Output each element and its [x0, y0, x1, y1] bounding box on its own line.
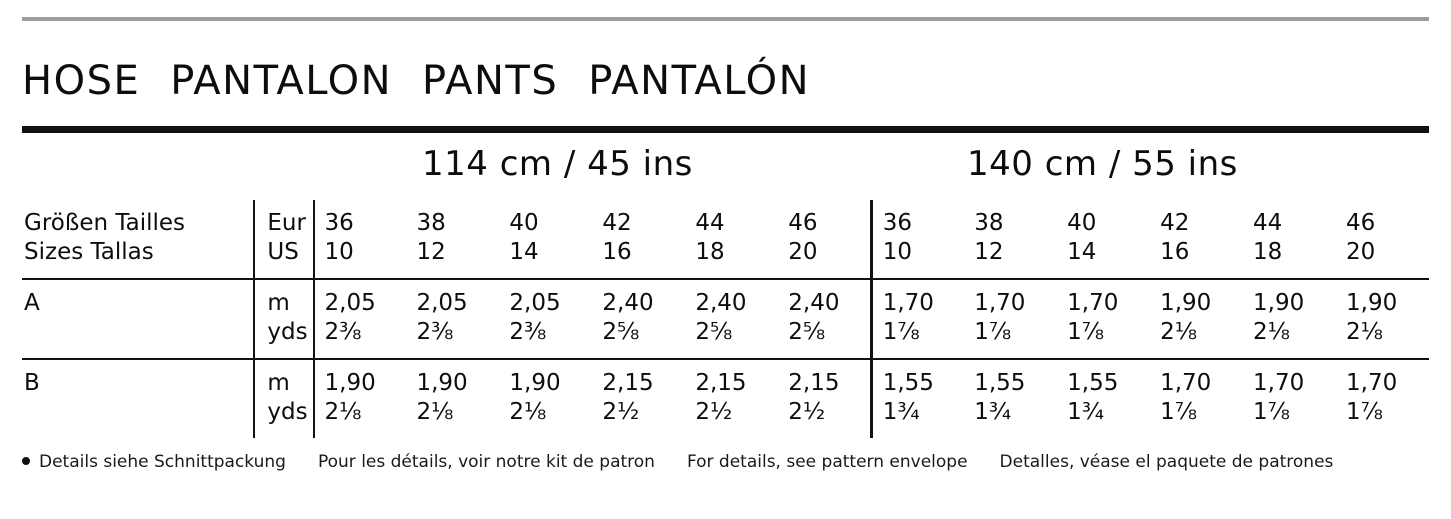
a-140-yds-3: 1⅞	[1067, 319, 1105, 346]
us-size-114-4: 16	[602, 239, 632, 266]
unit-yds-b: yds	[254, 398, 313, 437]
a-114-yds-4: 2⅝	[602, 319, 640, 346]
a-114-yds-5: 2⅝	[695, 319, 733, 346]
a-140-yds-2: 1⅞	[974, 319, 1012, 346]
size-label-line2: Sizes Tallas	[24, 239, 154, 266]
view-label-b: B	[22, 359, 254, 398]
a-140-m-3: 1,70	[1057, 279, 1150, 318]
top-divider	[22, 17, 1429, 21]
eur-size-114-1: 36	[314, 200, 407, 238]
b-114-yds-1: 2⅛	[314, 398, 407, 437]
b-140-yds-2: 1¾	[974, 399, 1012, 426]
a-114-m-1: 2,05	[314, 279, 407, 318]
us-size-114-1: 10	[314, 238, 407, 278]
a-140-yds-5: 2⅛	[1253, 319, 1290, 346]
b-140-yds-6: 1⅞	[1346, 399, 1383, 426]
b-140-m-6: 1,70	[1336, 359, 1429, 398]
us-size-114-2: 12	[416, 239, 446, 266]
b-114-m-3: 1,90	[499, 359, 592, 398]
yardage-table	[22, 200, 1429, 438]
b-114-m-5: 2,15	[685, 359, 778, 398]
unit-m-a: m	[254, 279, 313, 318]
us-size-140-2: 12	[974, 239, 1004, 266]
a-114-yds-1: 2⅜	[314, 318, 407, 358]
a-140-m-4: 1,90	[1150, 279, 1243, 318]
title-word-en: PANTS	[422, 58, 559, 104]
size-unit-us: US	[254, 238, 313, 278]
us-size-114-3: 14	[509, 239, 539, 266]
b-140-yds-4: 1⅞	[1160, 399, 1198, 426]
view-label-b-spacer	[22, 398, 254, 437]
title-word-fr: PANTALON	[170, 58, 393, 104]
fabric-width-140: 140 cm / 55 ins	[967, 144, 1238, 184]
unit-m-b: m	[254, 359, 313, 398]
a-140-m-1: 1,70	[871, 279, 964, 318]
us-size-114-5: 18	[695, 239, 725, 266]
a-114-m-4: 2,40	[592, 279, 685, 318]
a-114-m-2: 2,05	[406, 279, 499, 318]
table-row	[22, 238, 1429, 278]
us-size-140-4: 16	[1160, 239, 1190, 266]
eur-size-140-1: 36	[871, 200, 964, 238]
b-140-yds-1: 1¾	[871, 398, 964, 437]
size-label-line1: Größen Tailles	[24, 210, 186, 236]
b-140-m-3: 1,55	[1057, 359, 1150, 398]
eur-size-114-5: 44	[695, 210, 725, 236]
title-word-es: PANTALÓN	[588, 58, 811, 104]
bullet-icon	[22, 457, 30, 465]
a-114-m-5: 2,40	[685, 279, 778, 318]
a-140-m-5: 1,90	[1243, 279, 1336, 318]
footnote-de: Details siehe Schnittpackung	[39, 452, 286, 472]
b-114-yds-5: 2½	[695, 399, 733, 426]
footnote-fr: Pour les détails, voir notre kit de patron	[317, 452, 655, 472]
a-114-yds-6: 2⅝	[788, 319, 826, 346]
size-unit-eur: Eur	[254, 200, 313, 238]
footnote-es: Detalles, véase el paquete de patrones	[999, 452, 1334, 472]
table-row	[22, 359, 1429, 398]
eur-size-140-5: 44	[1253, 210, 1283, 236]
b-140-yds-3: 1¾	[1067, 399, 1105, 426]
fabric-width-headers	[22, 144, 1429, 196]
view-label-a: A	[22, 279, 254, 318]
a-140-yds-4: 2⅛	[1160, 319, 1198, 346]
b-114-yds-3: 2⅛	[509, 399, 547, 426]
eur-size-140-2: 38	[974, 210, 1004, 236]
a-114-yds-2: 2⅜	[416, 319, 454, 346]
b-140-m-4: 1,70	[1150, 359, 1243, 398]
footnote-en: For details, see pattern envelope	[686, 452, 968, 472]
b-140-m-2: 1,55	[964, 359, 1057, 398]
eur-size-140-6: 46	[1346, 210, 1376, 236]
us-size-140-5: 18	[1253, 239, 1283, 266]
table-row	[22, 200, 1429, 238]
table-row	[22, 279, 1429, 318]
eur-size-140-4: 42	[1160, 210, 1190, 236]
eur-size-114-6: 46	[788, 210, 818, 236]
fabric-width-114: 114 cm / 45 ins	[422, 144, 693, 184]
a-140-m-2: 1,70	[964, 279, 1057, 318]
footnote	[22, 450, 1432, 476]
b-114-m-4: 2,15	[592, 359, 685, 398]
a-114-m-3: 2,05	[499, 279, 592, 318]
unit-yds-a: yds	[254, 318, 313, 358]
page-title	[22, 58, 810, 104]
b-140-yds-5: 1⅞	[1253, 399, 1290, 426]
view-label-a-spacer	[22, 318, 254, 358]
b-114-m-2: 1,90	[406, 359, 499, 398]
eur-size-140-3: 40	[1067, 210, 1097, 236]
a-114-yds-3: 2⅜	[509, 319, 547, 346]
b-114-yds-2: 2⅛	[416, 399, 454, 426]
eur-size-114-3: 40	[509, 210, 539, 236]
a-140-yds-1: 1⅞	[871, 318, 964, 358]
eur-size-114-2: 38	[416, 210, 446, 236]
a-114-m-6: 2,40	[778, 279, 871, 318]
us-size-140-6: 20	[1346, 239, 1376, 266]
a-140-yds-6: 2⅛	[1346, 319, 1383, 346]
eur-size-114-4: 42	[602, 210, 632, 236]
b-114-m-6: 2,15	[778, 359, 871, 398]
table-row	[22, 398, 1429, 437]
b-114-yds-6: 2½	[788, 399, 826, 426]
title-underline	[22, 126, 1429, 133]
us-size-114-6: 20	[788, 239, 818, 266]
title-word-de: HOSE	[22, 58, 141, 104]
b-140-m-1: 1,55	[871, 359, 964, 398]
b-114-yds-4: 2½	[602, 399, 640, 426]
table-row	[22, 318, 1429, 358]
b-140-m-5: 1,70	[1243, 359, 1336, 398]
b-114-m-1: 1,90	[314, 359, 407, 398]
us-size-140-1: 10	[871, 238, 964, 278]
us-size-140-3: 14	[1067, 239, 1097, 266]
a-140-m-6: 1,90	[1336, 279, 1429, 318]
